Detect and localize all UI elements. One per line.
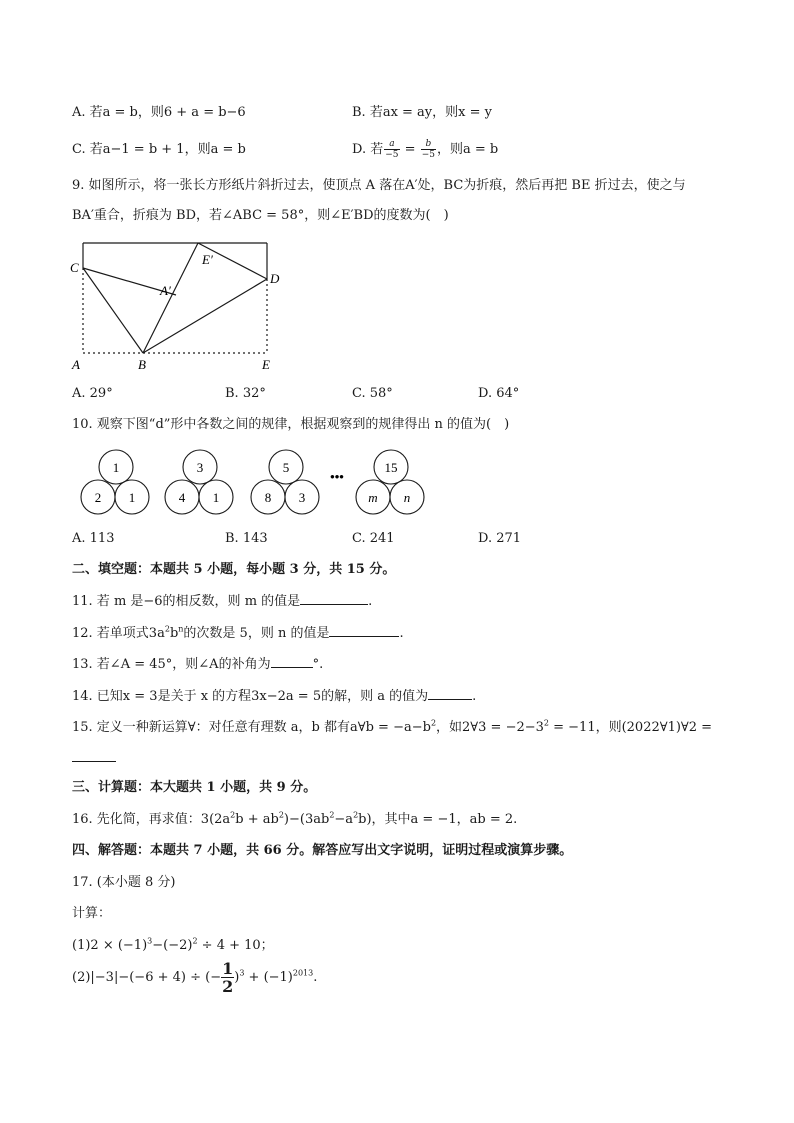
answer-blank[interactable] — [271, 655, 313, 668]
q11: 11. 若 m 是−6的相反数，则 m 的值是 . — [72, 594, 373, 609]
q12: 12. 若单项式$3a^2b^n$的次数是 5，则 n 的值是 . — [72, 624, 404, 641]
q10-option-a: A. 113 — [72, 531, 115, 546]
q8-option-c: C. 若a−1 = b + 1，则a = b — [72, 142, 246, 157]
q9-option-c: C. 58° — [352, 386, 393, 401]
q17-title: 17. (本小题 8 分) — [72, 875, 176, 890]
label-e-prime: E′ — [202, 252, 213, 267]
q14: 14. 已知x = 3是关于 x 的方程3x−2a = 5的解，则 a 的值为 . — [72, 689, 477, 704]
label-a: A — [72, 357, 80, 372]
q17-intro: 计算： — [72, 906, 112, 921]
answer-blank[interactable] — [300, 592, 368, 605]
group2-left: 4 — [178, 490, 186, 505]
q8-option-b: B. 若ax = ay，则x = y — [352, 105, 492, 120]
q9-option-d: D. 64° — [478, 386, 520, 401]
group3-right: 3 — [298, 490, 306, 505]
q16: 16. 先化简，再求值：$3(2a^2b + ab^2)-(3ab^2-a^2b)$，其中a = −1，ab = 2. — [72, 810, 518, 827]
q10-stem: 10. 观察下图“d”形中各数之间的规律，根据观察到的规律得出 n 的值为( ) — [72, 417, 510, 432]
q13: 13. 若∠A = 45°，则∠A的补角为 °. — [72, 657, 324, 672]
q9-option-b: B. 32° — [225, 386, 266, 401]
fraction: $\frac{1}{2}$ — [222, 959, 234, 996]
group4-right: n — [403, 490, 411, 505]
group2-right: 1 — [212, 490, 220, 505]
section2-title: 二、填空题：本题共 5 小题，每小题 3 分，共 15 分。 — [72, 562, 396, 577]
label-a-prime: A′ — [160, 283, 171, 298]
group4-top: 15 — [384, 460, 398, 475]
q10-option-d: D. 271 — [478, 531, 522, 546]
label-c: C — [70, 260, 79, 275]
group3-left: 8 — [264, 490, 272, 505]
group1-top: 1 — [112, 460, 120, 475]
q10-option-c: C. 241 — [352, 531, 395, 546]
q10-circle-figure — [72, 446, 432, 520]
answer-blank[interactable] — [329, 624, 399, 637]
fraction: $\frac{b}{-5}$ — [421, 139, 435, 160]
q9-stem-line2: BA′重合，折痕为 BD，若∠ABC = 58°，则∠E′BD的度数为( ) — [72, 208, 449, 223]
fraction: $\frac{a}{-5}$ — [385, 139, 399, 160]
q9-folding-figure — [66, 238, 290, 374]
section3-title: 三、计算题：本大题共 1 小题，共 9 分。 — [72, 780, 317, 795]
group2-top: 3 — [196, 460, 204, 475]
group3-top: 5 — [282, 460, 290, 475]
answer-blank[interactable] — [428, 687, 472, 700]
q9-option-a: A. 29° — [72, 386, 113, 401]
q17-part1: $(1)2 \times (-1)^3-(-2)^2 \div 4 + 10$； — [72, 936, 274, 953]
group4-left: m — [368, 490, 378, 505]
q15-line1: 15. 定义一种新运算∀：对任意有理数 a，b 都有a∀b = $-a-b^2$，如2∀3 = $-2-3^2 = -11$，则(2022∀1)∀2 = — [72, 718, 713, 735]
q17-part2: (2)|−3|−(−6 + 4) ÷ (− $\frac{1}{2}$ )$^3 + (-1)^{2013}$. — [72, 959, 318, 996]
group1-right: 1 — [128, 490, 136, 505]
fold-line-bc — [83, 268, 143, 353]
q9-stem-line1: 9. 如图所示，将一张长方形纸片斜折过去，使顶点 A 落在A′处，BC为折痕，然后再把 BE 折过去，使之与 — [72, 178, 686, 193]
answer-blank[interactable] — [72, 749, 116, 762]
label-d: D — [270, 271, 280, 286]
label-b: B — [138, 357, 146, 372]
q8-option-d: D. 若 $\frac{a}{-5}$ = $\frac{b}{-5}$ ，则a = b — [352, 139, 499, 160]
ellipsis: ••• — [330, 469, 344, 484]
q15-line2 — [72, 749, 116, 768]
section4-title: 四、解答题：本题共 7 小题，共 66 分。解答应写出文字说明，证明过程或演算步骤。 — [72, 843, 573, 858]
label-e: E — [262, 357, 270, 372]
q10-option-b: B. 143 — [225, 531, 268, 546]
q8-option-a: A. 若a = b，则6 + a = b−6 — [72, 105, 246, 120]
group1-left: 2 — [94, 490, 102, 505]
